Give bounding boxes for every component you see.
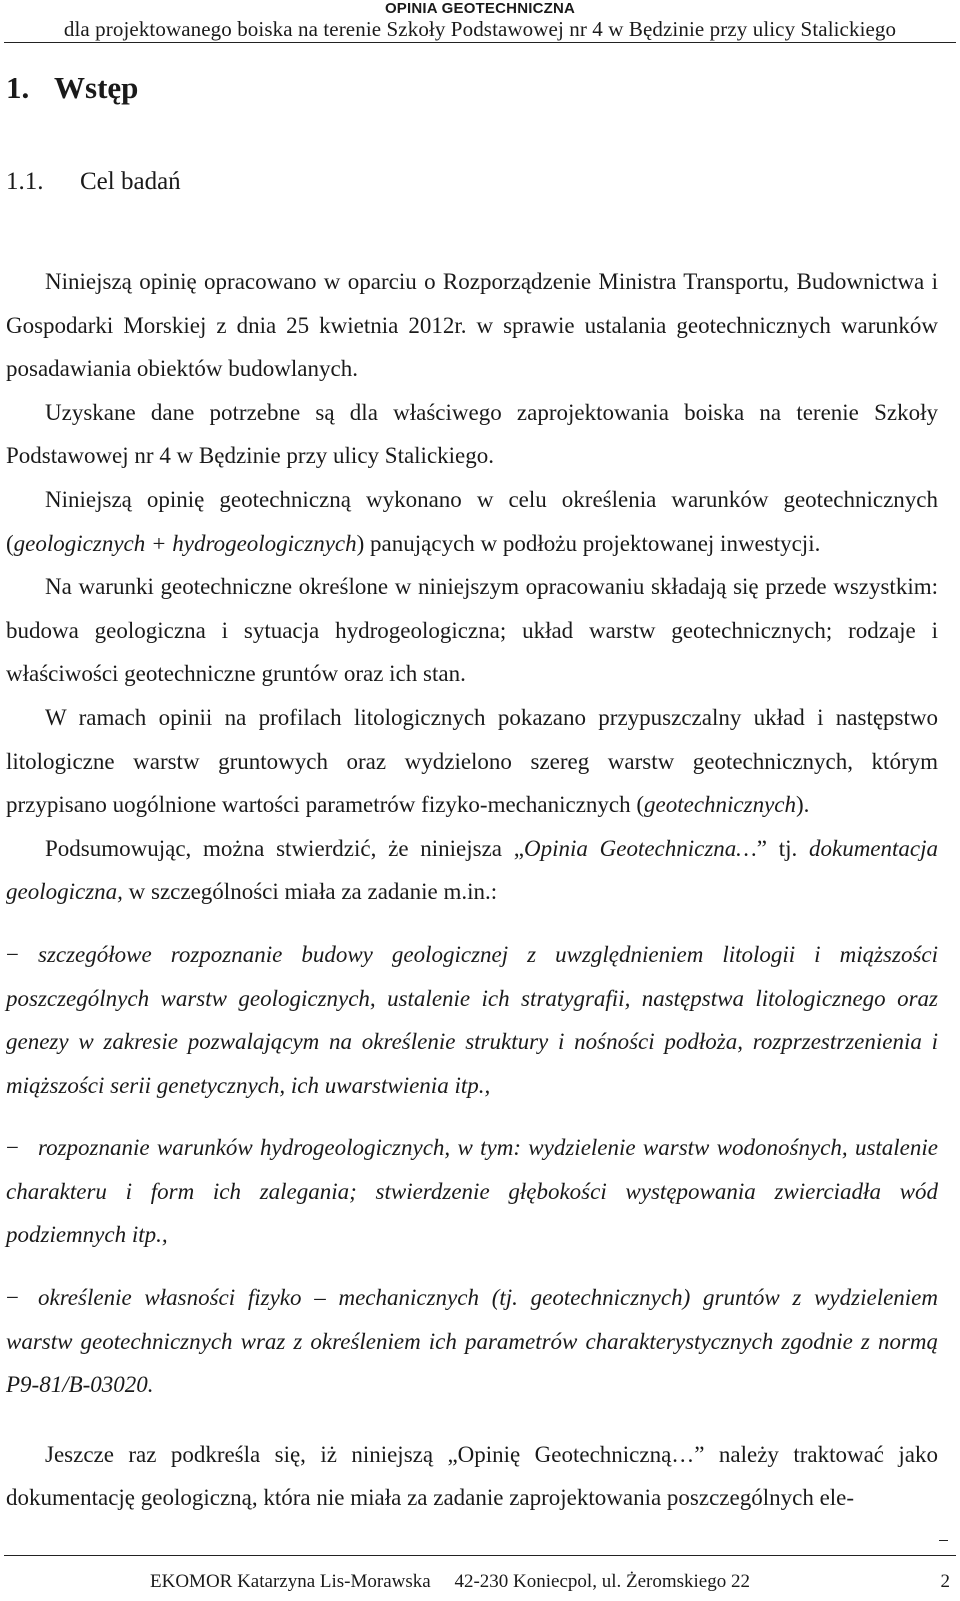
footer-company: EKOMOR Katarzyna Lis-Morawska	[150, 1571, 431, 1592]
header-subtitle: dla projektowanego boiska na terenie Szkoły Podstawowej nr 4 w Będzinie przy ulicy Stalickiego	[63, 17, 897, 41]
paragraph-5-italic: geotechnicznych	[644, 792, 796, 818]
subsection-number: 1.1.	[6, 168, 44, 195]
page-header	[0, 0, 960, 40]
subsection-heading	[6, 169, 181, 194]
paragraph-3	[6, 478, 938, 565]
section-heading	[6, 72, 138, 103]
paragraph-6-italic-doc: dokumentacja geologiczna,	[6, 835, 938, 905]
subsection-title: Cel badań	[80, 168, 181, 195]
list-item-1-text: szczegółowe rozpoznanie budowy geologicznej z uwzględnieniem litologii i miąższości poszczególnych warstw geologicznych, ustalenie ich stratygrafii, następstwa litologicznego oraz genezy w zakresie pozwalającym na określenie struktury i nośności podłoża, rozprzestrzenienia i miąższości serii genetycznych, ich uwarstwienia itp.,	[6, 941, 938, 1098]
header-divider	[4, 42, 956, 43]
section-number: 1.	[6, 70, 30, 105]
footer-address: 42-230 Koniecpol, ul. Żeromskiego 22	[454, 1571, 750, 1592]
dash-bullet: −	[6, 1135, 19, 1161]
paragraph-5-text-c: ).	[796, 792, 810, 818]
paragraph-7: Jeszcze raz podkreśla się, iż niniejszą „Opinię Geotechniczną…” należy traktować jako dokumentację geologiczną, która nie miała za zadanie zaprojektowania poszczególnych ele-	[6, 1441, 938, 1511]
paragraph-4: Na warunki geotechniczne określone w niniejszym opracowaniu składają się przede wszystkim: budowa geologiczna i sytuacja hydrogeologiczna; układ warstw geotechnicznych; rodzaje i właściwości geotechniczne gruntów oraz ich stan.	[6, 574, 938, 687]
paragraph-6-text-a: Podsumowując, można stwierdzić, że niniejsza „	[45, 835, 524, 861]
corner-mark	[939, 1540, 948, 1541]
list-item-3-text: określenie własności fizyko – mechanicznych (tj. geotechnicznych) gruntów z wydzieleniem warstw geotechnicznych wraz z określeniem ich parametrów charakterystycznych zgodnie z normą P9-81/B-03020.	[6, 1285, 938, 1398]
paragraph-2: Uzyskane dane potrzebne są dla właściwego zaprojektowania boiska na terenie Szkoły Podstawowej nr 4 w Będzinie przy ulicy Stalickiego.	[6, 399, 938, 469]
section-title: Wstęp	[54, 70, 139, 105]
footer-company-address	[150, 1572, 750, 1591]
list-item-1	[6, 933, 938, 1107]
paragraph-6-italic-title: Opinia Geotechniczna…	[523, 835, 757, 861]
paragraph-5-text-a: W ramach opinii na profilach litologicznych pokazano przypuszczalny układ i następstwo litologiczne warstw gruntowych oraz wydzielono szereg warstw geotechnicznych, którym przypisano uogólnione wartości parametrów fizyko-mechanicznych (	[6, 704, 938, 818]
paragraph-6-text-c: ” tj.	[756, 835, 809, 861]
paragraph-6	[6, 827, 938, 914]
footer-divider	[4, 1555, 956, 1556]
spacer	[6, 914, 938, 933]
spacer	[6, 1407, 938, 1433]
paragraph-6-text-e: w szczególności miała za zadanie m.in.:	[122, 879, 498, 905]
paragraph-5	[6, 696, 938, 827]
page-number: 2	[940, 1571, 950, 1592]
paragraph-3-italic: geologicznych + hydrogeologicznych	[13, 530, 357, 556]
paragraph-1: Niniejszą opinię opracowano w oparciu o Rozporządzenie Ministra Transportu, Budownictwa i Gospodarki Morskiej z dnia 25 kwietnia 2012r. w sprawie ustalania geotechnicznych warunków posadawiania obiektów budowlanych.	[6, 269, 938, 382]
list-item-3	[6, 1276, 938, 1407]
dash-bullet: −	[6, 1285, 19, 1311]
list-item-2	[6, 1126, 938, 1257]
list-item-2-text: rozpoznanie warunków hydrogeologicznych, w tym: wydzielenie warstw wodonośnych, ustalenie charakteru i form ich zalegania; stwierdzenie głębokości występowania zwierciadła wód podziemnych itp.,	[6, 1135, 938, 1248]
paragraph-3-text-a: Niniejszą opinię geotechniczną wykonano w celu określenia warunków geotechnicznych (	[6, 486, 938, 556]
spacer	[6, 1257, 938, 1276]
header-title: OPINIA GEOTECHNICZNA	[384, 0, 576, 17]
document-body	[6, 260, 938, 1520]
spacer	[6, 1107, 938, 1126]
dash-bullet: −	[6, 941, 19, 967]
paragraph-3-text-c: ) panujących w podłożu projektowanej inwestycji.	[356, 530, 821, 556]
